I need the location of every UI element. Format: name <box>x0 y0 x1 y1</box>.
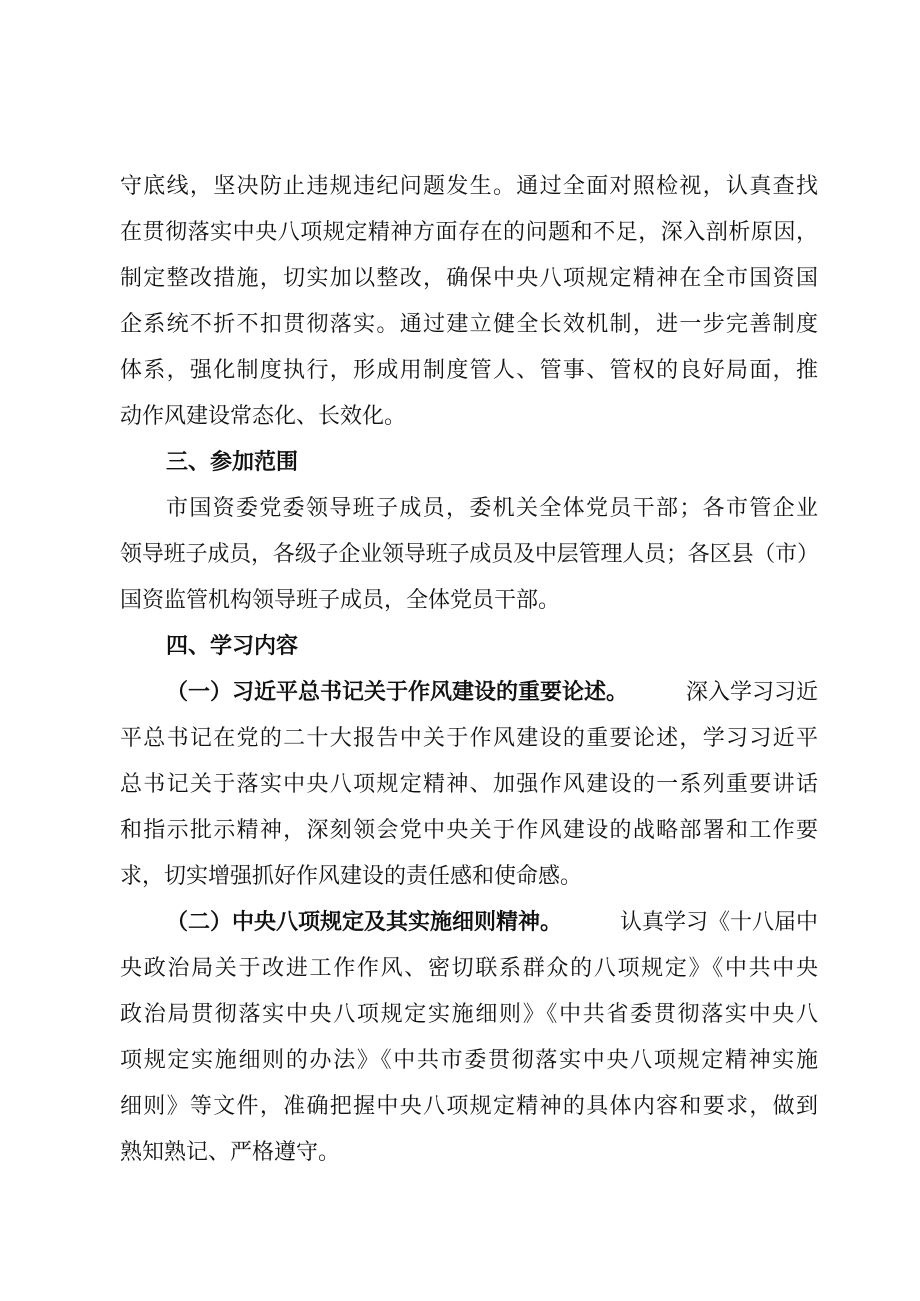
text-line: 平总书记在党的二十大报告中关于作风建设的重要论述，学习习近平 <box>120 726 818 751</box>
text-line: 总书记关于落实中央八项规定精神、加强作风建设的一系列重要讲话 <box>120 772 818 797</box>
subheading: （二）中央八项规定及其实施细则精神。 <box>166 910 563 935</box>
text-line: 和指示批示精神，深刻领会党中央关于作风建设的战略部署和工作要 <box>120 818 818 843</box>
text-line: 求，切实增强抓好作风建设的责任感和使命感。 <box>120 864 583 889</box>
text-line: 制定整改措施，切实加以整改，确保中央八项规定精神在全市国资国 <box>120 266 818 291</box>
subheading: （一）习近平总书记关于作风建设的重要论述。 <box>166 680 629 705</box>
section-heading: 三、参加范围 <box>166 450 299 475</box>
text-line: 市国资委党委领导班子成员，委机关全体党员干部；各市管企业 <box>166 496 818 521</box>
text-line: 央政治局关于改进工作作风、密切联系群众的八项规定》《中共中央 <box>120 956 818 981</box>
text-line: 体系，强化制度执行，形成用制度管人、管事、管权的良好局面，推 <box>120 358 818 383</box>
paragraph-first-line <box>166 908 818 938</box>
text-line: 项规定实施细则的办法》《中共市委贯彻落实中央八项规定精神实施 <box>120 1048 818 1073</box>
section-heading: 四、学习内容 <box>166 634 299 659</box>
text-line: 细则》等文件，准确把握中央八项规定精神的具体内容和要求，做到 <box>120 1094 818 1119</box>
text-line: 守底线，坚决防止违规违纪问题发生。通过全面对照检视，认真查找 <box>120 174 818 199</box>
text-line: 熟知熟记、严格遵守。 <box>120 1140 341 1165</box>
text-line: 动作风建设常态化、长效化。 <box>120 404 407 429</box>
text-line: 领导班子成员，各级子企业领导班子成员及中层管理人员；各区县（市） <box>120 542 818 567</box>
text-line: 政治局贯彻落实中央八项规定实施细则》《中共省委贯彻落实中央八 <box>120 1002 818 1027</box>
text-line: 在贯彻落实中央八项规定精神方面存在的问题和不足，深入剖析原因， <box>120 220 818 245</box>
text-span: 认真学习《十八届中 <box>619 910 818 935</box>
text-line: 企系统不折不扣贯彻落实。通过建立健全长效机制，进一步完善制度 <box>120 312 818 337</box>
paragraph-first-line <box>166 678 818 708</box>
text-line: 国资监管机构领导班子成员，全体党员干部。 <box>120 588 561 613</box>
text-span: 深入学习习近 <box>685 680 818 705</box>
